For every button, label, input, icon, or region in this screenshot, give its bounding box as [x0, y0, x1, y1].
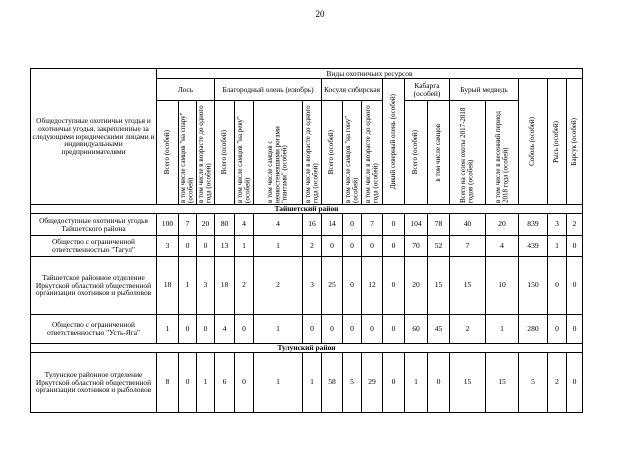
cell: 0 — [343, 236, 362, 257]
cell: 0 — [567, 353, 583, 413]
cell: 1 — [179, 257, 197, 315]
header-sable: Соболь (особей) — [519, 79, 548, 205]
header-reindeer: Дикий северный олень (особей) — [383, 79, 405, 205]
cell: 3 — [197, 257, 215, 315]
cell: 0 — [343, 257, 362, 315]
header-red-deer: Благородный олень (изюбрь) — [215, 79, 322, 101]
cell: 7 — [450, 236, 486, 257]
sub-deer-young: в том числе в возрасте до одного года (особей) — [303, 101, 322, 205]
cell: 0 — [179, 315, 197, 344]
cell: 18 — [157, 257, 179, 315]
header-corner: Общедоступные охотничьи угодья и охотничьи угодья, закрепленные за следующими юридическими лицами и индивидуальными предпринимателями — [31, 69, 157, 205]
cell: 18 — [215, 257, 235, 315]
cell: 839 — [519, 214, 548, 236]
table-row — [31, 353, 583, 413]
cell: 7 — [362, 214, 383, 236]
cell: 0 — [428, 353, 450, 413]
cell: 0 — [383, 214, 405, 236]
cell: 0 — [197, 236, 215, 257]
sub-roe-total: Всего (особей) — [322, 101, 343, 205]
cell: 45 — [428, 315, 450, 344]
cell: 10 — [486, 257, 519, 315]
cell: 1 — [254, 236, 303, 257]
cell: 0 — [383, 353, 405, 413]
sub-deer-rut: в том числе самцов "на реву" (особей) — [235, 101, 254, 205]
cell: 1 — [254, 353, 303, 413]
cell: 2 — [254, 257, 303, 315]
cell: 0 — [303, 315, 322, 344]
header-lynx: Рысь (особей) — [548, 79, 567, 205]
cell: 0 — [197, 315, 215, 344]
cell: 150 — [519, 257, 548, 315]
cell: 70 — [405, 236, 428, 257]
cell: 52 — [428, 236, 450, 257]
cell: 25 — [322, 257, 343, 315]
cell: 0 — [383, 315, 405, 344]
cell: 0 — [179, 353, 197, 413]
cell: 0 — [322, 315, 343, 344]
cell: 0 — [343, 315, 362, 344]
sub-elk-young: в том числе в возрасте до одного года (особей) — [197, 101, 215, 205]
cell: 78 — [428, 214, 450, 236]
sub-deer-total: Всего (особей) — [215, 101, 235, 205]
cell: 20 — [486, 214, 519, 236]
cell: 0 — [383, 236, 405, 257]
cell: 1 — [197, 353, 215, 413]
table-row — [31, 315, 583, 344]
cell: 15 — [450, 353, 486, 413]
cell: 4 — [486, 236, 519, 257]
header-roe-deer: Косуля сибирская — [322, 79, 383, 101]
cell: 0 — [179, 236, 197, 257]
cell: 3 — [548, 214, 567, 236]
cell: 0 — [235, 315, 254, 344]
sub-musk-total: Всего (особей) — [405, 101, 428, 205]
cell: 104 — [405, 214, 428, 236]
cell: 6 — [215, 353, 235, 413]
sub-musk-males: в том числе самцов — [428, 101, 450, 205]
cell: 16 — [303, 214, 322, 236]
cell: 4 — [235, 214, 254, 236]
cell: 29 — [362, 353, 383, 413]
cell: 2 — [303, 236, 322, 257]
table-row — [31, 257, 583, 315]
cell: 280 — [519, 315, 548, 344]
row-label: Тайшетское районное отделение Иркутской областной общественной организации охотников и рыболовов — [31, 257, 157, 315]
sub-roe-rut: в том числе самцов "на гону" (особей) — [343, 101, 362, 205]
cell: 8 — [157, 353, 179, 413]
cell: 0 — [362, 236, 383, 257]
header-group: Виды охотничьих ресурсов — [157, 69, 583, 79]
header-elk: Лось — [157, 79, 215, 101]
cell: 3 — [303, 257, 322, 315]
cell: 20 — [197, 214, 215, 236]
cell: 5 — [519, 353, 548, 413]
cell: 0 — [548, 315, 567, 344]
table-row — [31, 214, 583, 236]
row-label: Общедоступные охотничьи угодья Тайшетского района — [31, 214, 157, 236]
cell: 0 — [567, 257, 583, 315]
cell: 0 — [383, 257, 405, 315]
cell: 80 — [215, 214, 235, 236]
header-brown-bear: Бурый медведь — [450, 79, 519, 101]
page-number: 20 — [315, 9, 325, 19]
header-musk-deer: Кабарга (особей) — [405, 79, 450, 101]
cell: 7 — [179, 214, 197, 236]
cell: 1 — [254, 315, 303, 344]
cell: 3 — [157, 236, 179, 257]
cell: 15 — [428, 257, 450, 315]
cell: 0 — [343, 214, 362, 236]
cell: 439 — [519, 236, 548, 257]
cell: 0 — [548, 257, 567, 315]
hunting-resources-table — [30, 68, 583, 413]
cell: 0 — [322, 236, 343, 257]
cell: 2 — [548, 353, 567, 413]
cell: 15 — [450, 257, 486, 315]
district-header: Тулунский район — [31, 344, 583, 353]
cell: 1 — [303, 353, 322, 413]
cell: 1 — [157, 315, 179, 344]
cell: 2 — [235, 257, 254, 315]
cell: 0 — [362, 315, 383, 344]
cell: 1 — [548, 236, 567, 257]
cell: 4 — [254, 214, 303, 236]
sub-roe-young: в том числе в возрасте до одного года (особей) — [362, 101, 383, 205]
cell: 1 — [235, 236, 254, 257]
cell: 0 — [567, 315, 583, 344]
cell: 5 — [343, 353, 362, 413]
cell: 60 — [405, 315, 428, 344]
table-row — [31, 236, 583, 257]
cell: 12 — [362, 257, 383, 315]
cell: 14 — [322, 214, 343, 236]
sub-bear-spring: в том числе в весенний период 2018 года (особей) — [486, 101, 519, 205]
sub-deer-antlers: в том числе самцов с неокостеневшими рогами "пантами" (особей) — [254, 101, 303, 205]
sub-bear-season: Всего на сезон охоты 2017-2018 годов (особей) — [450, 101, 486, 205]
cell: 58 — [322, 353, 343, 413]
cell: 13 — [215, 236, 235, 257]
row-label: Тулунское районное отделение Иркутской областной общественной организации охотников и рыболовов — [31, 353, 157, 413]
sub-elk-total: Всего (особей) — [157, 101, 179, 205]
cell: 1 — [486, 315, 519, 344]
district-header: Тайшетский район — [31, 205, 583, 214]
cell: 1 — [405, 353, 428, 413]
row-label: Общество с ограниченной ответственностью "Усть-Яга" — [31, 315, 157, 344]
cell: 4 — [215, 315, 235, 344]
cell: 40 — [450, 214, 486, 236]
cell: 15 — [486, 353, 519, 413]
sub-elk-rut: в том числе самцов "на спару" (особей) — [179, 101, 197, 205]
cell: 100 — [157, 214, 179, 236]
cell: 20 — [405, 257, 428, 315]
cell: 2 — [567, 214, 583, 236]
cell: 0 — [567, 236, 583, 257]
cell: 0 — [235, 353, 254, 413]
cell: 2 — [450, 315, 486, 344]
header-badger: Барсук (особей) — [567, 79, 583, 205]
row-label: Общество с ограниченной ответственностью "Тагул" — [31, 236, 157, 257]
